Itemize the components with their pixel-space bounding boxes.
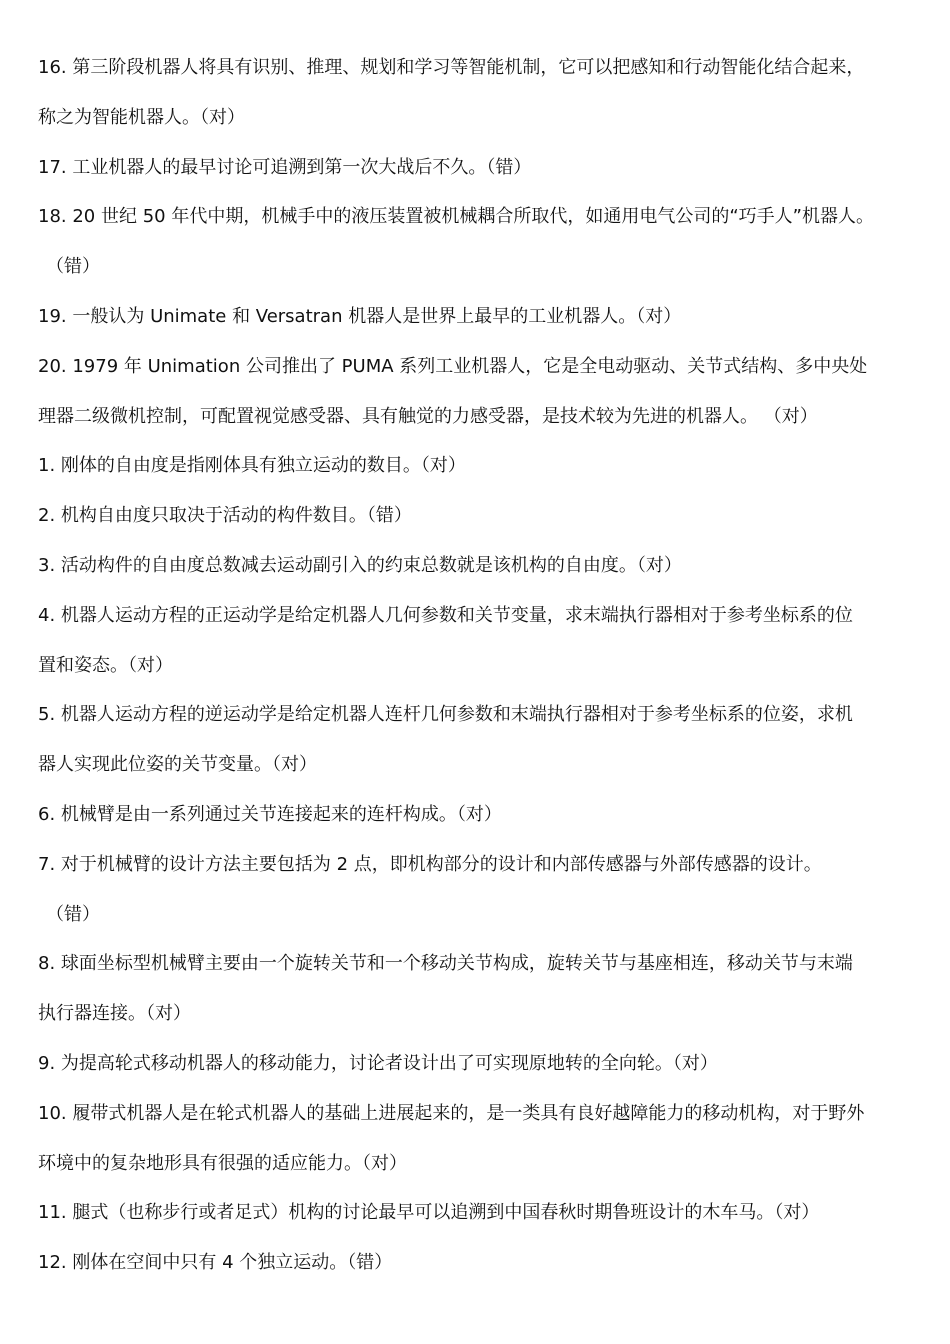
text-line: 11. 腿式（也称步行或者足式）机构的讨论最早可以追溯到中国春秋时期鲁班设计的木车马。（对） [38, 1202, 820, 1224]
text-line: 置和姿态。（对） [38, 654, 173, 676]
text-line: 10. 履带式机器人是在轮式机器人的基础上进展起来的，是一类具有良好越障能力的移动机构，对于野外 [38, 1102, 865, 1124]
text-line: 7. 对于机械臂的设计方法主要包括为 2 点，即机构部分的设计和内部传感器与外部传感器的设计。 [38, 853, 822, 875]
text-line: 器人实现此位姿的关节变量。（对） [38, 754, 317, 776]
text-line: 19. 一般认为 Unimate 和 Versatran 机器人是世界上最早的工业机器人。（对） [38, 305, 682, 327]
text-line: （错） [46, 903, 100, 925]
text-line: 16. 第三阶段机器人将具有识别、推理、规划和学习等智能机制，它可以把感知和行动智能化结合起来， [38, 57, 865, 78]
text-line: 环境中的复杂地形具有很强的适应能力。（对） [38, 1152, 407, 1174]
text-line: 3. 活动构件的自由度总数减去运动副引入的约束总数就是该机构的自由度。（对） [38, 554, 682, 576]
text-line: 称之为智能机器人。（对） [38, 106, 245, 128]
text-line: 4. 机器人运动方程的正运动学是给定机器人几何参数和关节变量，求末端执行器相对于参考坐标系的位 [38, 604, 853, 626]
text-line: 6. 机械臂是由一系列通过关节连接起来的连杆构成。（对） [38, 803, 502, 825]
text-line: 2. 机构自由度只取决于活动的构件数目。（错） [38, 505, 412, 527]
text-line: 理器二级微机控制，可配置视觉感受器、具有触觉的力感受器，是技术较为先进的机器人。 （对） [38, 405, 818, 427]
text-line: 12. 刚体在空间中只有 4 个独立运动。（错） [38, 1252, 393, 1274]
text-line: （错） [46, 256, 100, 278]
text-line: 9. 为提高轮式移动机器人的移动能力，讨论者设计出了可实现原地转的全向轮。（对） [38, 1052, 718, 1074]
text-line: 执行器连接。（对） [38, 1003, 191, 1025]
text-line: 17. 工业机器人的最早讨论可追溯到第一次大战后不久。（错） [38, 156, 532, 178]
text-line: 1. 刚体的自由度是指刚体具有独立运动的数目。（对） [38, 455, 466, 477]
text-line: 20. 1979 年 Unimation 公司推出了 PUMA 系列工业机器人，它是全电动驱动、关节式结构、多中央处 [38, 355, 868, 377]
text-line: 18. 20 世纪 50 年代中期，机械手中的液压装置被机械耦合所取代，如通用电气公司的“巧手人”机器人。 [38, 206, 874, 228]
text-line: 8. 球面坐标型机械臂主要由一个旋转关节和一个移动关节构成，旋转关节与基座相连，移动关节与末端 [38, 953, 853, 975]
text-line: 5. 机器人运动方程的逆运动学是给定机器人连杆几何参数和末端执行器相对于参考坐标系的位姿，求机 [38, 704, 853, 726]
